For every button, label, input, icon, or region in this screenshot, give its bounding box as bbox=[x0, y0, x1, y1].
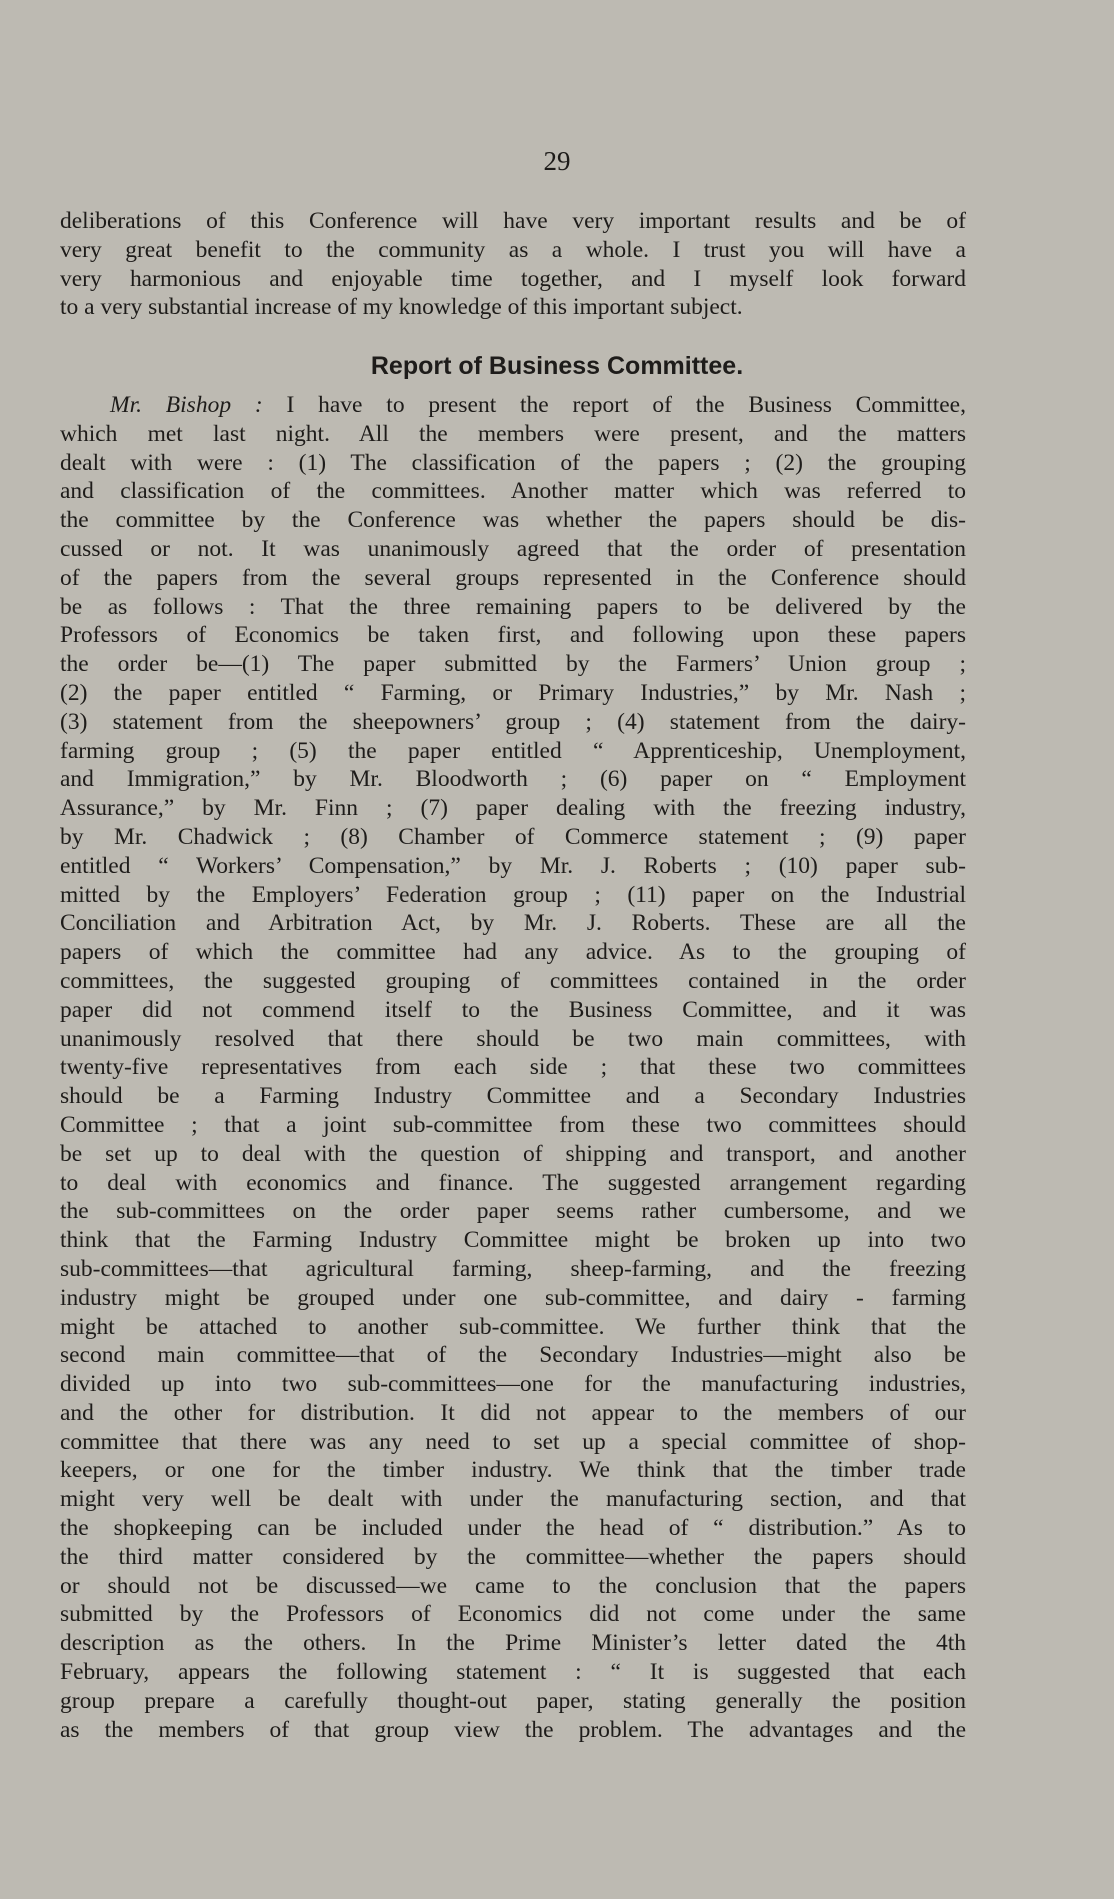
report-paragraph bbox=[60, 391, 966, 1744]
text-line: committee that there was any need to set up a special committee of shop- bbox=[60, 1428, 966, 1455]
text-line: keepers, or one for the timber industry. We think that the timber trade bbox=[60, 1457, 966, 1484]
text-line bbox=[60, 391, 966, 420]
text-line: very harmonious and enjoyable time together, and I myself look forward bbox=[60, 265, 966, 292]
text-line: by Mr. Chadwick ; (8) Chamber of Commerce statement ; (9) paper bbox=[60, 823, 966, 850]
page-number: 29 bbox=[543, 146, 571, 176]
text-line-rest: I have to present the report of the Business Committee, bbox=[262, 392, 966, 418]
text-line: unanimously resolved that there should be two main committees, with bbox=[60, 1025, 966, 1052]
text-line: dealt with were : (1) The classification of the papers ; (2) the grouping bbox=[60, 449, 966, 476]
text-line: very great benefit to the community as a whole. I trust you will have a bbox=[60, 236, 966, 263]
text-line: be set up to deal with the question of shipping and transport, and another bbox=[60, 1140, 966, 1167]
text-line: the sub-committees on the order paper seems rather cumbersome, and we bbox=[60, 1198, 966, 1225]
text-line: the third matter considered by the committee—whether the papers should bbox=[60, 1543, 966, 1570]
text-line: as the members of that group view the problem. The advantages and the bbox=[60, 1716, 966, 1743]
text-line: farming group ; (5) the paper entitled “ Apprenticeship, Unemployment, bbox=[60, 737, 966, 764]
text-line: mitted by the Employers’ Federation group ; (11) paper on the Industrial bbox=[60, 881, 966, 908]
speaker-name: Mr. Bishop : bbox=[110, 392, 263, 418]
text-line: deliberations of this Conference will have very important results and be of bbox=[60, 208, 966, 234]
text-line: Conciliation and Arbitration Act, by Mr. J. Roberts. These are all the bbox=[60, 910, 966, 937]
text-line: group prepare a carefully thought-out paper, stating generally the position bbox=[60, 1687, 966, 1714]
text-line: cussed or not. It was unanimously agreed that the order of presentation bbox=[60, 535, 966, 562]
text-line: should be a Farming Industry Committee and a Secondary Industries bbox=[60, 1083, 966, 1110]
text-line: divided up into two sub-committees—one for the manufacturing industries, bbox=[60, 1371, 966, 1398]
text-line: (2) the paper entitled “ Farming, or Primary Industries,” by Mr. Nash ; bbox=[60, 679, 966, 706]
text-line: committees, the suggested grouping of committees contained in the order bbox=[60, 967, 966, 994]
text-line: sub-committees—that agricultural farming, sheep-farming, and the freezing bbox=[60, 1255, 966, 1282]
text-line: might very well be dealt with under the manufacturing section, and that bbox=[60, 1486, 966, 1513]
text-line: Professors of Economics be taken first, and following upon these papers bbox=[60, 622, 966, 649]
text-line: think that the Farming Industry Committee might be broken up into two bbox=[60, 1227, 966, 1254]
section-heading: Report of Business Committee. bbox=[370, 352, 744, 380]
text-line: industry might be grouped under one sub-committee, and dairy - farming bbox=[60, 1284, 966, 1311]
text-line: and the other for distribution. It did not appear to the members of our bbox=[60, 1399, 966, 1426]
text-line: and Immigration,” by Mr. Bloodworth ; (6) paper on “ Employment bbox=[60, 766, 966, 793]
text-line: the shopkeeping can be included under the head of “ distribution.” As to bbox=[60, 1515, 966, 1542]
text-line: the order be—(1) The paper submitted by the Farmers’ Union group ; bbox=[60, 651, 966, 678]
text-line: to deal with economics and finance. The suggested arrangement regarding bbox=[60, 1169, 966, 1196]
text-line: paper did not commend itself to the Business Committee, and it was bbox=[60, 996, 966, 1023]
text-line: twenty-five representatives from each side ; that these two committees bbox=[60, 1054, 966, 1081]
text-line: papers of which the committee had any advice. As to the grouping of bbox=[60, 939, 966, 966]
text-line: of the papers from the several groups represented in the Conference should bbox=[60, 564, 966, 591]
text-line: might be attached to another sub-committee. We further think that the bbox=[60, 1313, 966, 1340]
text-line: the committee by the Conference was whether the papers should be dis- bbox=[60, 507, 966, 534]
text-line: which met last night. All the members were present, and the matters bbox=[60, 420, 966, 447]
text-line: Assurance,” by Mr. Finn ; (7) paper dealing with the freezing industry, bbox=[60, 795, 966, 822]
text-line: Committee ; that a joint sub-committee from these two committees should bbox=[60, 1111, 966, 1138]
text-line: second main committee—that of the Secondary Industries—might also be bbox=[60, 1342, 966, 1369]
text-line: or should not be discussed—we came to the conclusion that the papers bbox=[60, 1572, 966, 1599]
opening-paragraph bbox=[60, 207, 966, 322]
text-line: to a very substantial increase of my knowledge of this important subject. bbox=[60, 294, 743, 321]
text-line: be as follows : That the three remaining papers to be delivered by the bbox=[60, 593, 966, 620]
text-line: February, appears the following statement : “ It is suggested that each bbox=[60, 1659, 966, 1686]
text-line: entitled “ Workers’ Compensation,” by Mr. J. Roberts ; (10) paper sub- bbox=[60, 852, 966, 879]
text-line: submitted by the Professors of Economics did not come under the same bbox=[60, 1601, 966, 1628]
text-line: description as the others. In the Prime Minister’s letter dated the 4th bbox=[60, 1630, 966, 1657]
text-line: (3) statement from the sheepowners’ group ; (4) statement from the dairy- bbox=[60, 708, 966, 735]
text-line: and classification of the committees. Another matter which was referred to bbox=[60, 478, 966, 505]
